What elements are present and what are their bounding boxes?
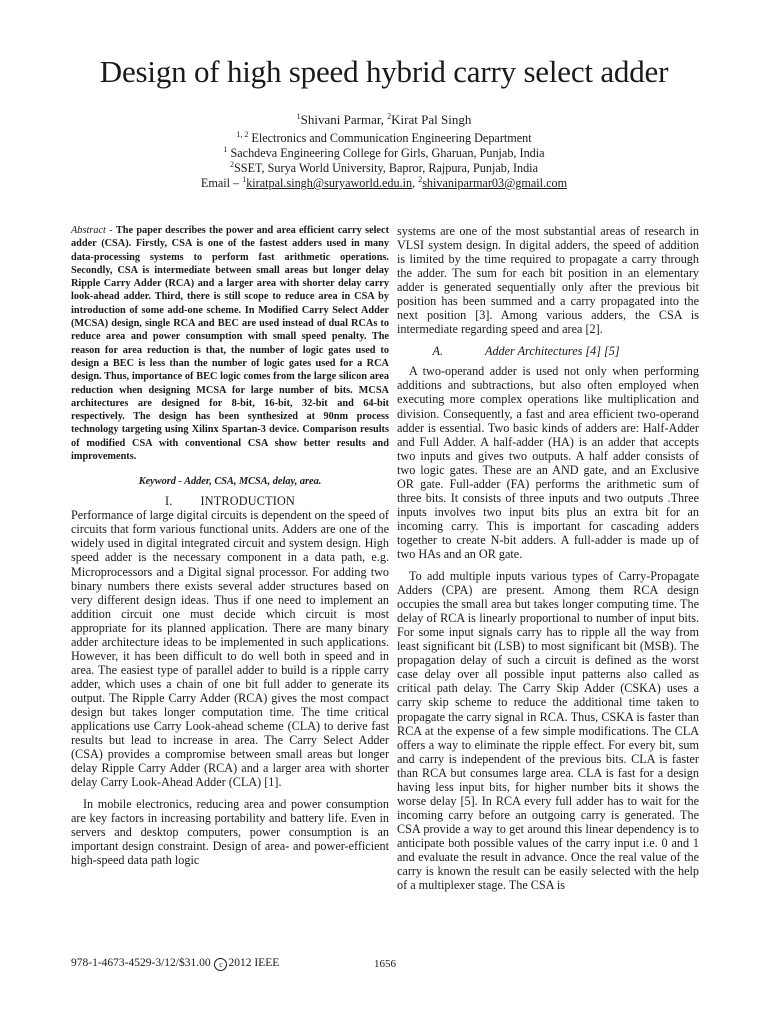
intro-paragraph-2: In mobile electronics, reducing area and power consumption are key factors in increasing portability and battery life. Even in servers and desktop computers, power consumption is an important design constraint. Design of area- and power-efficient high-speed data path logic xyxy=(71,797,389,868)
affiliation-college xyxy=(0,146,768,160)
author-2-name: Kirat Pal Singh xyxy=(391,112,472,127)
intro-paragraph-1: Performance of large digital circuits is dependent on the speed of circuits that form various functional units. Adders are one of the widely used in digital integrated circuit and system design. High speed adder is the necessary component in a data path, e.g. Microprocessors and a Digital signal processor. For adding two binary numbers there exists several adder structures based on very different design ideas. Thus if one need to implement an addition circuit one must decide which circuit is most appropriate for its planned application. There are many binary adder architecture ideas to be implemented in such applications. However, it has been difficult to do well both in speed and in area. The easiest type of parallel adder to build is a ripple carry adder, which uses a chain of one bit full adder to generate its output. The Ripple Carry Adder (RCA) gives the most compact design but takes longer computation time. The time critical applications use Carry Look-ahead scheme (CLA) to derive fast results but lead to increase in area. The Carry Select Adder (CSA) provides a compromise between small areas but longer delay Ripple Carry Adder (RCA) and a larger area with shorter delay Carry Look-Ahead Adder (CLA) [1]. xyxy=(71,508,389,790)
affiliation-1-text: Electronics and Communication Engineering Department xyxy=(248,131,532,145)
right-paragraph-2: A two-operand adder is used not only when performing additions and subtractions, but also often employed when executing more complex operations like multiplication and division. Consequently, a fast and area efficient two-operand adder is essential. Two basic kinds of adders are: Half-Adder and Full Adder. A half-adder (HA) is an adder that accepts two inputs and gives two outputs. A half adder consists of two logic gates. These are an AND gate, and an Exclusive OR gate. Full-adder (FA) performs the arithmetic sum of three bits. It consists of three inputs and two outputs .Three inputs involves two input bits plus an extra bit for an incoming carry. This is important for cascading adders together to create N-bit adders. A full-adder is made up of two HAs and an OR gate. xyxy=(397,364,699,561)
affiliation-university xyxy=(0,161,768,175)
affiliation-2-superscript: 1 xyxy=(223,145,228,154)
email-link-shivani[interactable]: shivaniparmar03@gmail.com xyxy=(422,176,568,190)
section-title: INTRODUCTION xyxy=(200,494,295,509)
affiliation-3-text: SSET, Surya World University, Bapror, Rajpura, Punjab, India xyxy=(234,161,538,175)
subsection-title: Adder Architectures [4] [5] xyxy=(485,344,620,359)
author-1-name: Shivani Parmar, xyxy=(300,112,388,127)
subsection-heading-adder-architectures xyxy=(397,344,699,358)
footer-isbn xyxy=(71,956,279,971)
section-heading-introduction xyxy=(71,494,389,508)
right-paragraph-3: To add multiple inputs various types of Carry-Propagate Adders (CPA) are present. Among them RCA design occupies the small area but takes longer computing time. The delay of RCA is linearly proportional to number of input bits. For some input signals carry has to ripple all the way from least significant bit (LSB) to most significant bit (MSB). The propagation delay of such a circuit is defined as the worst case delay over all possible input patterns also called as critical path delay. The Carry Skip Adder (CSKA) uses a carry skip scheme to reduce the additional time taken to propagate the carry signal in RCA. Thus, CSKA is faster than RCA at the expense of a few simple modifications. The CLA offers a way to eliminate the ripple effect. For every bit, sum and carry is independent of the previous bits. CLA is faster than RCA but consumes large area. CLA is fast for a design having less input bits, for higher number bits it shows the worse delay [5]. In RCA every full adder has to wait for the incoming carry before an outgoing carry is generated. The CSA provide a way to get around this linear dependency is to anticipate both possible values of the carry input i.e. 0 and 1 and evaluate the result in advance. Once the real value of the carry is known the result can be easily selected with the help of a multiplexer stage. The CSA is xyxy=(397,569,699,893)
paper-title: Design of high speed hybrid carry select adder xyxy=(99,54,669,89)
abstract xyxy=(71,224,389,463)
affiliation-department xyxy=(0,131,768,145)
abstract-dash: - xyxy=(105,225,116,236)
author-1-superscript: 1 xyxy=(296,112,301,121)
email-link-kiratpal[interactable]: kiratpal.singh@suryaworld.edu.in xyxy=(246,176,413,190)
section-number: I. xyxy=(165,494,173,509)
copyright-icon: c xyxy=(214,958,227,971)
email-prefix: Email – xyxy=(200,176,243,190)
left-column xyxy=(71,224,389,868)
email-2-superscript: 2 xyxy=(418,175,423,184)
page-number: 1656 xyxy=(374,958,396,970)
email-line xyxy=(0,176,768,190)
email-1-superscript: 1 xyxy=(242,175,247,184)
affiliation-2-text: Sachdeva Engineering College for Girls, Gharuan, Punjab, India xyxy=(227,146,545,160)
affiliation-3-superscript: 2 xyxy=(230,160,235,169)
abstract-text: The paper describes the power and area efficient carry select adder (CSA). Firstly, CSA is one of the fastest adders used in many data-processing systems to perform fast arithmetic operations. Secondly, CSA is intermediate between small areas but longer delay Ripple Carry Adder (RCA) and a larger area with shorter delay carry look-ahead adder. Third, there is still scope to reduce area in CSA by introduction of some add-one scheme. In Modified Carry Select Adder (MCSA) design, single RCA and BEC are used instead of dual RCAs to reduce area and power consumption with small speed penalty. The reason for area reduction is that, the number of logic gates used to design a BEC is less than the number of logic gates used for a RCA design. Thus, importance of BEC logic comes from the large silicon area reduction when designing MCSA for large number of bits. MCSA architectures are designed for 8-bit, 16-bit, 32-bit and 64-bit respectively. The design has been synthesized at 90nm process technology targeting using Xilinx Spartan-3 device. Comparison results of modified CSA with conventional CSA show better results and improvements. xyxy=(71,225,389,463)
author-line xyxy=(0,112,768,127)
copyright-year: 2012 IEEE xyxy=(228,957,280,969)
affiliation-1-superscript: 1, 2 xyxy=(236,130,249,139)
abstract-label: Abstract xyxy=(71,225,106,236)
right-paragraph-1: systems are one of the most substantial areas of research in VLSI system design. In digital adders, the speed of addition is limited by the time required to propagate a carry through the adder. The sum for each bit position in an elementary adder is generated sequentially only after the previous bit position has been summed and a carry propagated into the next position [3]. Among various adders, the CSA is intermediate regarding speed and area [2]. xyxy=(397,224,699,337)
author-2-superscript: 2 xyxy=(387,112,392,121)
subsection-number: A. xyxy=(432,344,443,359)
right-column xyxy=(397,224,699,892)
isbn-text: 978-1-4673-4529-3/12/$31.00 xyxy=(71,957,214,969)
keywords: Keyword - Adder, CSA, MCSA, delay, area. xyxy=(138,476,322,488)
email-separator: , xyxy=(412,176,419,190)
